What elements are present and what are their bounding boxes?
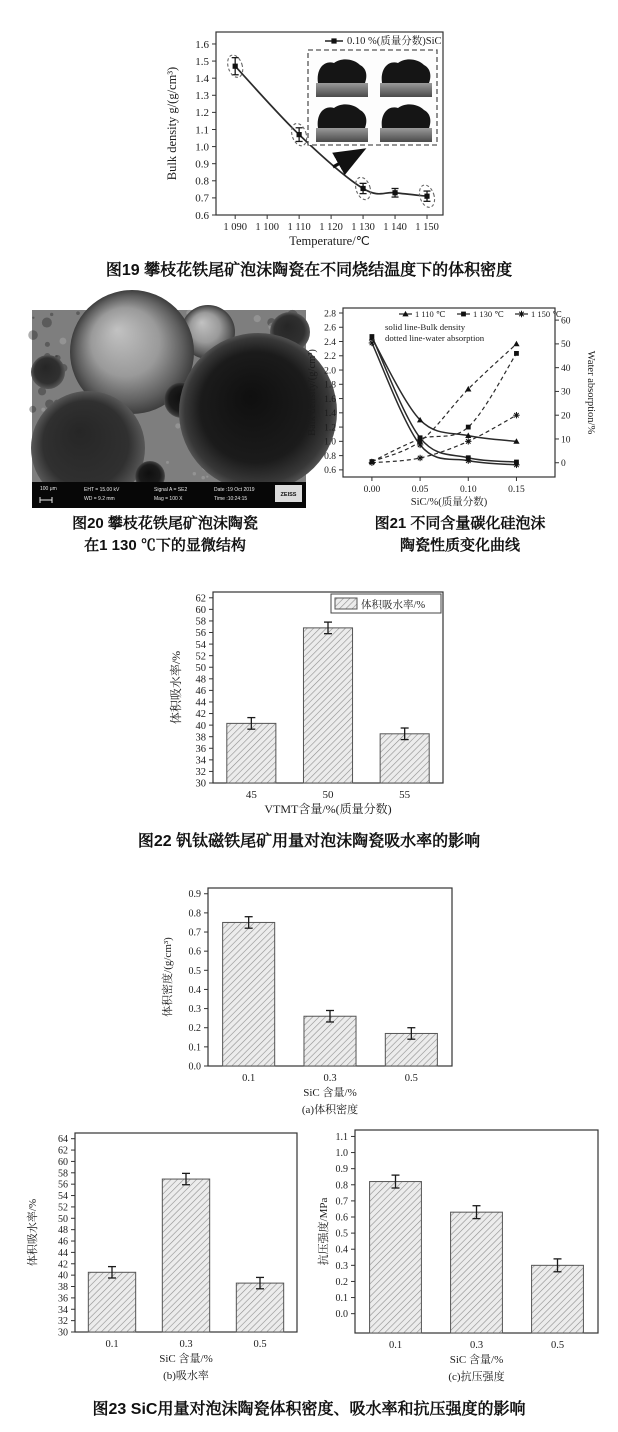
svg-text:0.1: 0.1 (335, 1293, 348, 1305)
figure22-bar-chart (155, 570, 485, 826)
figure21-caption (310, 513, 610, 557)
figure23-caption: 图23 SiC用量对泡沫陶瓷体积密度、吸水率和抗压强度的影响 (92, 1401, 526, 1418)
svg-text:Balk density/(g/cm³): Balk density/(g/cm³) (307, 349, 318, 436)
svg-text:1.3: 1.3 (195, 90, 209, 103)
svg-text:1 110: 1 110 (287, 222, 311, 233)
svg-text:SiC 含量/%: SiC 含量/% (159, 1353, 213, 1365)
svg-text:55: 55 (399, 789, 411, 801)
figure20-caption-line2: 在1 130 ℃下的显微结构 (84, 537, 246, 554)
svg-text:0.5: 0.5 (404, 1073, 418, 1084)
svg-text:0.8: 0.8 (324, 451, 336, 462)
svg-text:Temperature/℃: Temperature/℃ (289, 234, 370, 248)
svg-text:VTMT含量/%(质量分数): VTMT含量/%(质量分数) (264, 802, 392, 816)
figure21-caption-line2: 陶瓷性质变化曲线 (399, 537, 520, 554)
svg-text:0.4: 0.4 (188, 984, 201, 996)
svg-text:0.9: 0.9 (335, 1164, 348, 1176)
svg-text:45: 45 (245, 789, 257, 801)
svg-text:0.10 %(质量分数)SiC: 0.10 %(质量分数)SiC (347, 36, 442, 47)
svg-text:SiC 含量/%: SiC 含量/% (303, 1087, 357, 1099)
svg-text:2.6: 2.6 (324, 323, 336, 334)
figure20-caption-line1: 图20 攀枝花铁尾矿泡沫陶瓷 (72, 515, 258, 532)
svg-text:Time :10:24:15: Time :10:24:15 (214, 496, 248, 502)
svg-text:44: 44 (195, 697, 206, 709)
svg-text:体积吸水率/%: 体积吸水率/% (361, 600, 426, 611)
svg-text:38: 38 (58, 1282, 68, 1294)
figure20-caption (15, 513, 315, 557)
svg-text:1 120: 1 120 (319, 222, 343, 233)
svg-text:0.9: 0.9 (188, 889, 201, 901)
svg-text:Water absorption/%: Water absorption/% (585, 350, 596, 435)
svg-text:0.9: 0.9 (195, 158, 209, 171)
svg-text:体积密度/(g/cm³): 体积密度/(g/cm³) (162, 937, 174, 1017)
svg-text:1 090: 1 090 (223, 222, 247, 233)
svg-text:0.8: 0.8 (188, 908, 201, 920)
svg-text:2.2: 2.2 (324, 352, 336, 363)
svg-text:0: 0 (561, 459, 566, 470)
svg-text:52: 52 (195, 651, 206, 663)
svg-text:(b)吸水率: (b)吸水率 (163, 1370, 209, 1382)
svg-text:solid line-Bulk density: solid line-Bulk density (385, 322, 466, 332)
svg-text:30: 30 (561, 387, 571, 398)
svg-text:0.7: 0.7 (195, 192, 209, 205)
svg-text:100 μm: 100 μm (40, 486, 57, 492)
svg-text:44: 44 (58, 1247, 68, 1259)
figure21-dual-axis-chart (303, 300, 618, 512)
svg-text:60: 60 (561, 316, 571, 327)
svg-text:30: 30 (195, 778, 206, 790)
svg-text:62: 62 (195, 593, 206, 605)
svg-text:0.7: 0.7 (335, 1196, 348, 1208)
svg-text:1.2: 1.2 (324, 423, 336, 434)
svg-text:34: 34 (58, 1304, 68, 1316)
svg-text:42: 42 (58, 1259, 68, 1271)
svg-text:0.1: 0.1 (388, 1340, 403, 1351)
svg-text:0.8: 0.8 (195, 175, 209, 188)
svg-text:0.1: 0.1 (242, 1073, 256, 1084)
svg-text:抗压强度/MPa: 抗压强度/MPa (318, 1197, 330, 1266)
svg-text:2.0: 2.0 (324, 366, 336, 377)
svg-text:50: 50 (322, 789, 334, 801)
svg-text:48: 48 (58, 1225, 68, 1237)
svg-text:1.1: 1.1 (335, 1131, 348, 1143)
svg-text:38: 38 (195, 732, 206, 744)
svg-text:SiC/%(质量分数): SiC/%(质量分数) (410, 497, 488, 508)
svg-text:0.3: 0.3 (179, 1339, 193, 1350)
svg-text:50: 50 (195, 662, 206, 674)
figure21-caption-line1: 图21 不同含量碳化硅泡沫 (374, 515, 546, 532)
svg-text:0.0: 0.0 (335, 1309, 348, 1321)
svg-text:60: 60 (195, 605, 206, 617)
svg-text:1.4: 1.4 (324, 409, 336, 420)
svg-text:0.2: 0.2 (335, 1276, 348, 1288)
figure23a-bar-chart (150, 880, 480, 1130)
svg-text:ZEISS: ZEISS (280, 492, 297, 498)
svg-text:52: 52 (58, 1202, 68, 1214)
svg-text:0.8: 0.8 (335, 1180, 348, 1192)
svg-text:58: 58 (58, 1168, 68, 1180)
svg-text:0.1: 0.1 (188, 1042, 201, 1054)
svg-text:0.00: 0.00 (363, 485, 381, 495)
svg-text:0.7: 0.7 (188, 927, 201, 939)
svg-text:0.0: 0.0 (188, 1061, 201, 1073)
svg-text:46: 46 (195, 686, 206, 698)
svg-text:dotted line-water absorption: dotted line-water absorption (385, 333, 485, 343)
svg-text:0.3: 0.3 (335, 1260, 348, 1272)
svg-text:0.5: 0.5 (188, 965, 201, 977)
svg-text:1.1: 1.1 (195, 124, 209, 137)
svg-text:58: 58 (195, 616, 206, 628)
svg-text:0.6: 0.6 (324, 466, 336, 477)
svg-text:54: 54 (58, 1191, 68, 1203)
svg-text:32: 32 (195, 767, 206, 779)
svg-text:42: 42 (195, 709, 206, 721)
svg-text:36: 36 (58, 1293, 68, 1305)
figure20-sem-image (32, 310, 306, 508)
svg-text:46: 46 (58, 1236, 68, 1248)
svg-text:1.8: 1.8 (324, 380, 336, 391)
svg-text:1 130: 1 130 (351, 222, 375, 233)
svg-text:Mag = 100 X: Mag = 100 X (154, 496, 183, 502)
svg-text:1 110 ℃: 1 110 ℃ (415, 309, 446, 319)
svg-text:1 140: 1 140 (383, 222, 407, 233)
svg-text:54: 54 (195, 639, 206, 651)
figure19-caption: 图19 攀枝花铁尾矿泡沫陶瓷在不同烧结温度下的体积密度 (105, 262, 513, 279)
svg-text:40: 40 (195, 720, 206, 732)
figure19-line-chart (130, 6, 526, 256)
svg-text:0.15: 0.15 (508, 485, 525, 495)
figure22-caption: 图22 钒钛磁铁尾矿用量对泡沫陶瓷吸水率的影响 (137, 833, 481, 850)
svg-text:50: 50 (561, 340, 571, 351)
svg-text:0.3: 0.3 (323, 1073, 337, 1084)
svg-text:20: 20 (561, 411, 571, 422)
svg-text:Signal A = SE2: Signal A = SE2 (154, 487, 188, 493)
svg-text:1.6: 1.6 (195, 38, 209, 51)
svg-text:0.3: 0.3 (188, 1004, 201, 1016)
svg-text:(a)体积密度: (a)体积密度 (301, 1104, 359, 1116)
svg-text:体积吸水率/%: 体积吸水率/% (169, 650, 183, 725)
svg-text:1 100: 1 100 (255, 222, 279, 233)
svg-text:32: 32 (58, 1316, 68, 1328)
svg-text:EHT = 15.00 kV: EHT = 15.00 kV (84, 487, 120, 493)
svg-text:1 150: 1 150 (415, 222, 439, 233)
svg-text:1 150 ℃: 1 150 ℃ (531, 309, 562, 319)
svg-text:WD = 9.2 mm: WD = 9.2 mm (84, 496, 115, 502)
svg-text:0.2: 0.2 (188, 1023, 201, 1035)
svg-text:0.6: 0.6 (335, 1212, 348, 1224)
svg-text:0.4: 0.4 (335, 1244, 348, 1256)
svg-text:0.6: 0.6 (188, 946, 201, 958)
svg-text:体积吸水率/%: 体积吸水率/% (27, 1198, 39, 1267)
svg-text:2.8: 2.8 (324, 309, 336, 320)
svg-text:0.05: 0.05 (411, 485, 429, 495)
svg-text:2.4: 2.4 (324, 337, 336, 348)
svg-text:SiC 含量/%: SiC 含量/% (449, 1354, 504, 1366)
figure23b-bar-chart (15, 1125, 307, 1391)
svg-text:Bulk density g/(g/cm³): Bulk density g/(g/cm³) (165, 66, 179, 181)
svg-text:0.1: 0.1 (105, 1339, 119, 1350)
svg-text:10: 10 (561, 435, 571, 446)
svg-text:0.5: 0.5 (253, 1339, 267, 1350)
svg-text:56: 56 (195, 628, 206, 640)
svg-text:1.6: 1.6 (324, 394, 336, 405)
svg-text:1.0: 1.0 (195, 141, 209, 154)
svg-text:40: 40 (561, 363, 571, 374)
svg-text:1.5: 1.5 (195, 55, 209, 68)
svg-text:48: 48 (195, 674, 206, 686)
svg-text:40: 40 (58, 1270, 68, 1282)
svg-text:0.6: 0.6 (195, 209, 209, 222)
svg-text:1.4: 1.4 (195, 73, 209, 86)
svg-text:1.2: 1.2 (195, 107, 209, 120)
figure23c-bar-chart (315, 1122, 613, 1392)
svg-text:0.3: 0.3 (469, 1340, 484, 1351)
svg-text:1 130 ℃: 1 130 ℃ (473, 309, 504, 319)
svg-text:1.0: 1.0 (324, 437, 336, 448)
svg-text:0.5: 0.5 (335, 1228, 348, 1240)
svg-text:64: 64 (58, 1134, 68, 1146)
svg-text:36: 36 (195, 743, 206, 755)
svg-text:60: 60 (58, 1156, 68, 1168)
svg-text:1.0: 1.0 (335, 1148, 348, 1160)
svg-text:62: 62 (58, 1145, 68, 1157)
svg-text:0.10: 0.10 (459, 485, 477, 495)
svg-text:30: 30 (58, 1327, 68, 1339)
svg-text:50: 50 (58, 1213, 68, 1225)
svg-text:56: 56 (58, 1179, 68, 1191)
svg-text:34: 34 (195, 755, 206, 767)
svg-text:Date :19 Oct 2019: Date :19 Oct 2019 (214, 487, 255, 493)
svg-text:0.5: 0.5 (550, 1340, 565, 1351)
svg-text:(c)抗压强度: (c)抗压强度 (448, 1371, 505, 1383)
